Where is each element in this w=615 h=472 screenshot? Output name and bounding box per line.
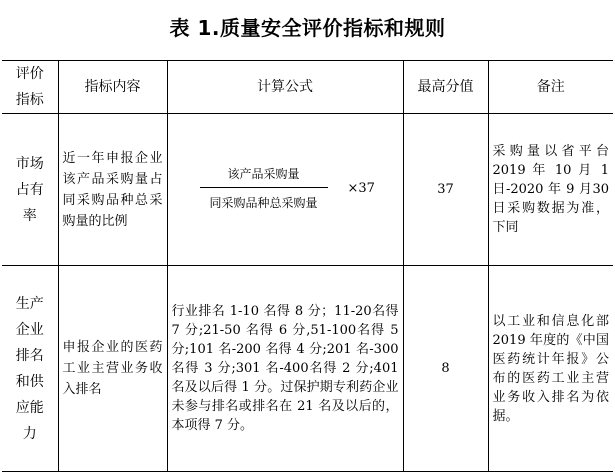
header-note: 备注 xyxy=(488,61,613,114)
max-score-cell: 37 xyxy=(403,114,488,266)
formula-numerator: 该产品采购量 xyxy=(227,166,300,181)
table-header-row xyxy=(2,61,613,114)
formula-cell: 行业排名 1-10 名得 8 分；11-20名得 7 分;21-50 名得 6 分,51-100名得 5 分;101 名-200 名得 4 分;201 名-300 名得 3 分;301 名-400名得 2 分;401 名及以后得 1 分。过保护期专利药企业未参与排名或排名在 21 名及以后的，本项得 7 分。 xyxy=(167,266,403,472)
content-cell: 申报企业的医药工业主营业务收入排名 xyxy=(58,266,167,472)
content-cell: 近一年申报企业该产品采购量占同采购品种总采购量的比例 xyxy=(58,114,167,266)
quality-safety-rules-table xyxy=(2,60,613,472)
formula-multiplier: ×37 xyxy=(347,180,375,196)
indicator-cell: 生产 企业 排名 和供 应能 力 xyxy=(2,266,58,472)
header-max-score: 最高分值 xyxy=(403,61,488,114)
note-cell: 采购量以省平台2019 年 10 月 1日-2020 年 9 月30 日采购数据为准，下同 xyxy=(488,114,613,266)
formula-denominator: 同采购品种总采购量 xyxy=(209,195,318,210)
table-row xyxy=(2,114,613,266)
table-title: 表 1.质量安全评价指标和规则 xyxy=(169,16,446,40)
formula-cell xyxy=(167,114,403,266)
max-score-cell: 8 xyxy=(403,266,488,472)
note-cell: 以工业和信息化部 2019 年度的《中国医药统计年报》公布的医药工业主营业务收入排名为依据。 xyxy=(488,266,613,472)
formula-fraction xyxy=(200,165,328,212)
header-content: 指标内容 xyxy=(58,61,167,114)
indicator-cell: 市场 占有 率 xyxy=(2,114,58,266)
header-indicator: 评价 指标 xyxy=(2,61,58,114)
table-row xyxy=(2,266,613,472)
header-formula: 计算公式 xyxy=(167,61,403,114)
